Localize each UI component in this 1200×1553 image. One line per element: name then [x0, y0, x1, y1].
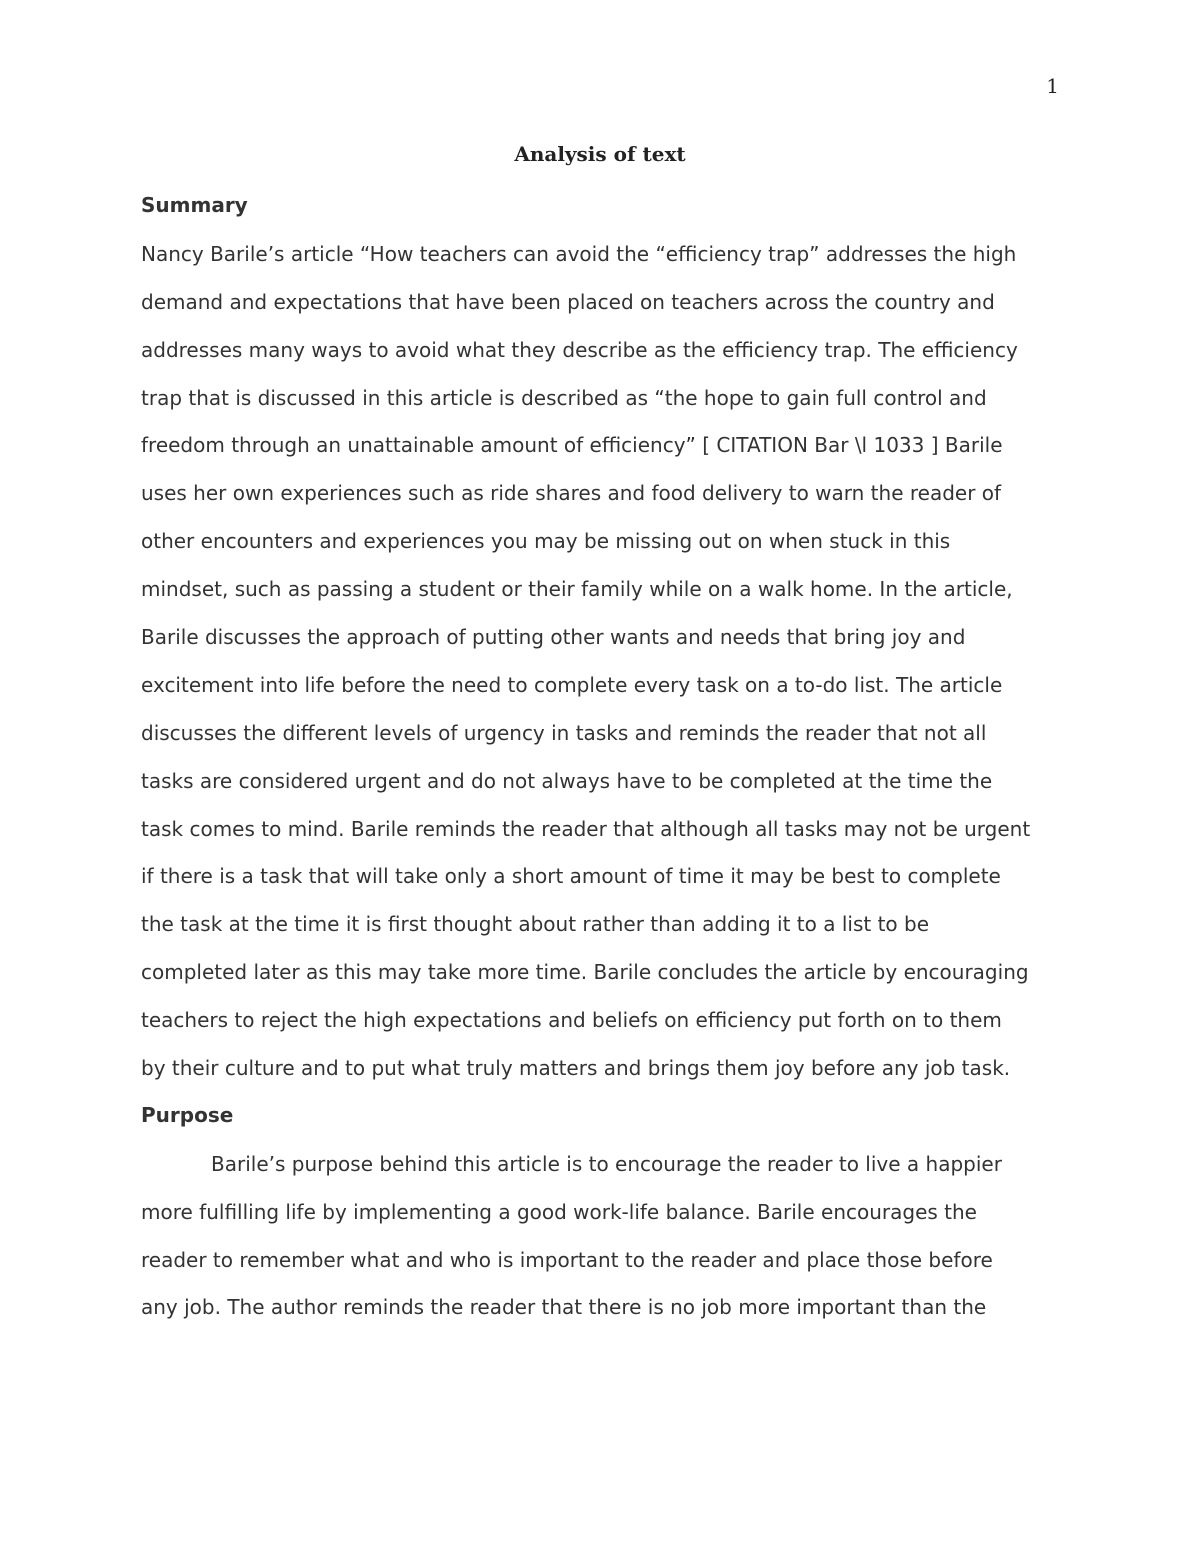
- summary-line: task comes to mind. Barile reminds the reader that although all tasks may not be urgent: [141, 817, 1031, 841]
- summary-line: mindset, such as passing a student or their family while on a walk home. In the article,: [141, 577, 1013, 601]
- purpose-line: more fulfilling life by implementing a good work-life balance. Barile encourages the: [141, 1200, 977, 1224]
- summary-line: completed later as this may take more time. Barile concludes the article by encouraging: [141, 960, 1029, 984]
- summary-line: teachers to reject the high expectations and beliefs on efficiency put forth on to them: [141, 1008, 1002, 1032]
- summary-line: addresses many ways to avoid what they describe as the efficiency trap. The efficiency: [141, 338, 1018, 362]
- purpose-line: any job. The author reminds the reader that there is no job more important than the: [141, 1295, 987, 1319]
- summary-line: the task at the time it is first thought about rather than adding it to a list to be: [141, 912, 929, 936]
- summary-line: other encounters and experiences you may be missing out on when stuck in this: [141, 529, 951, 553]
- summary-line: demand and expectations that have been placed on teachers across the country and: [141, 290, 995, 314]
- summary-line: trap that is discussed in this article is described as “the hope to gain full control and: [141, 386, 987, 410]
- purpose-line: Barile’s purpose behind this article is to encourage the reader to live a happier: [211, 1152, 1002, 1176]
- summary-line: uses her own experiences such as ride shares and food delivery to warn the reader of: [141, 481, 1002, 505]
- summary-line: freedom through an unattainable amount of efficiency” [ CITATION Bar \l 1033 ] Barile: [141, 433, 1003, 457]
- summary-line: Barile discusses the approach of putting other wants and needs that bring joy and: [141, 625, 966, 649]
- summary-heading: Summary: [141, 193, 248, 217]
- summary-line: discusses the different levels of urgency in tasks and reminds the reader that not all: [141, 721, 987, 745]
- summary-line: excitement into life before the need to complete every task on a to-do list. The article: [141, 673, 1003, 697]
- summary-line: if there is a task that will take only a short amount of time it may be best to complete: [141, 864, 1001, 888]
- purpose-heading: Purpose: [141, 1103, 234, 1127]
- document-title: Analysis of text: [514, 142, 686, 166]
- summary-line: by their culture and to put what truly matters and brings them joy before any job task.: [141, 1056, 1011, 1080]
- summary-line: tasks are considered urgent and do not always have to be completed at the time the: [141, 769, 993, 793]
- summary-line: Nancy Barile’s article “How teachers can avoid the “efficiency trap” addresses the high: [141, 242, 1017, 266]
- purpose-line: reader to remember what and who is important to the reader and place those before: [141, 1248, 993, 1272]
- page-number: 1: [1046, 74, 1059, 98]
